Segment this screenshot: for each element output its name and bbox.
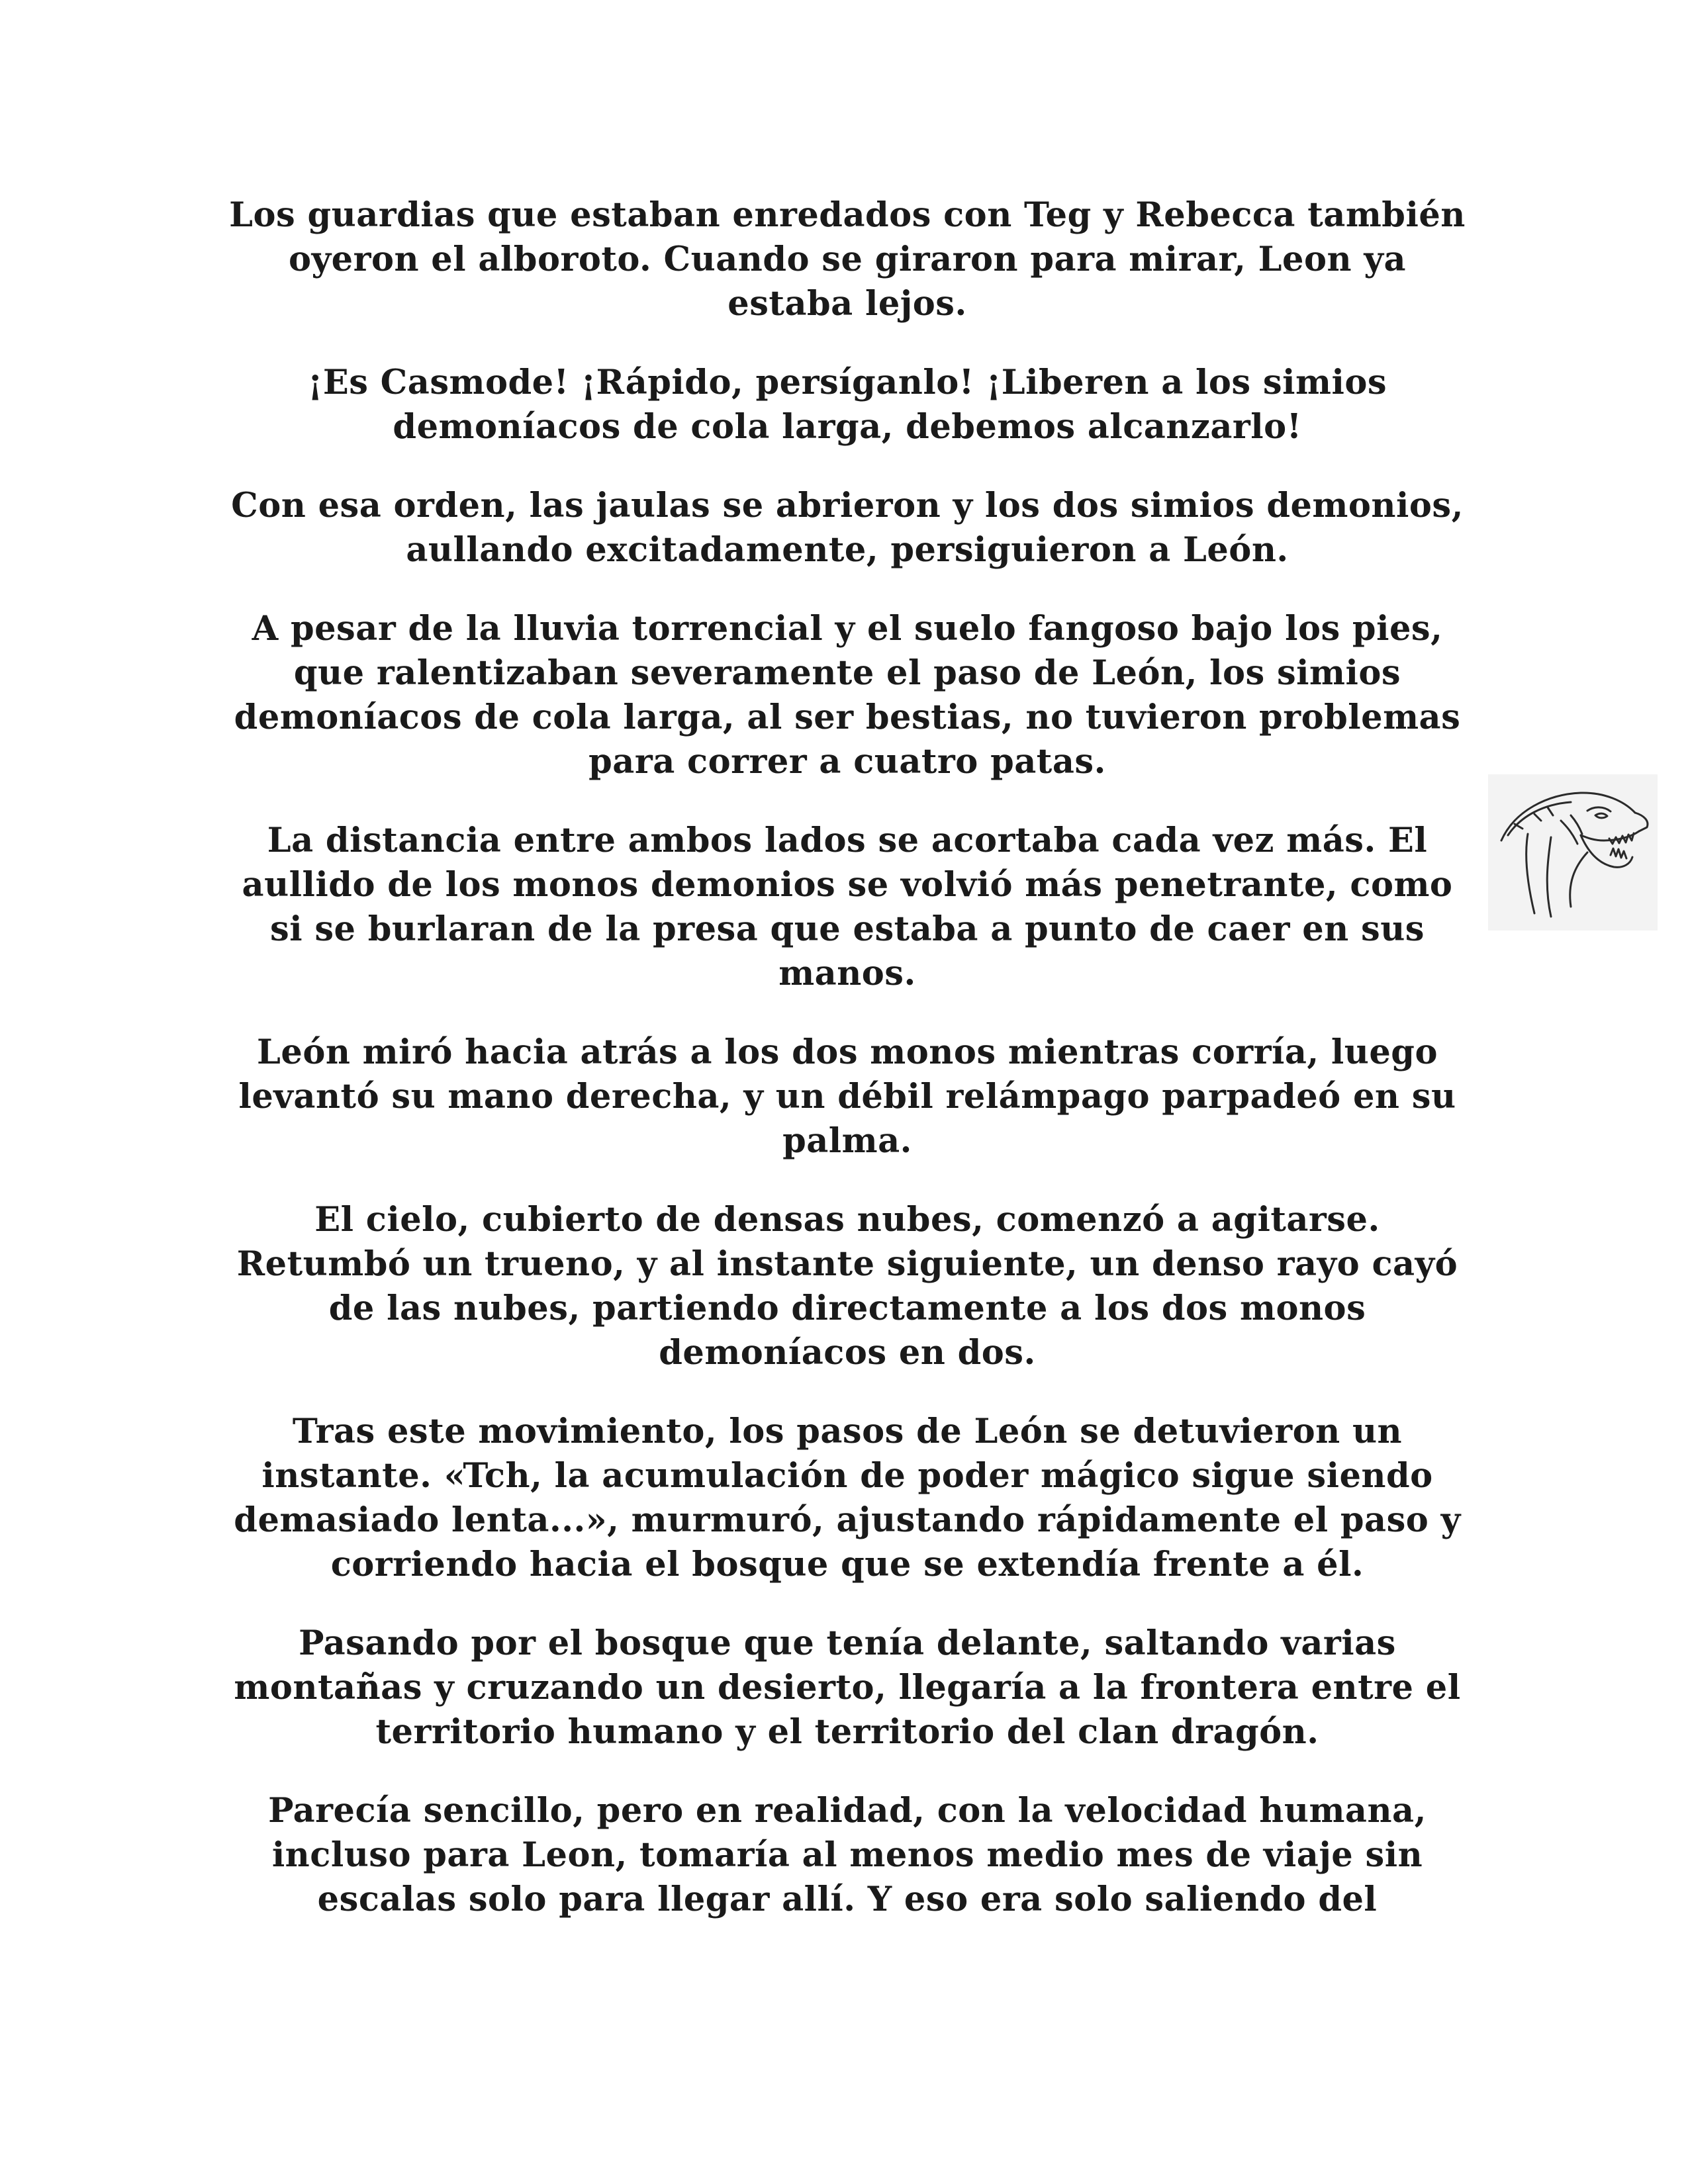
paragraph: ¡Es Casmode! ¡Rápido, persíganlo! ¡Liberen a los simios demoníacos de cola larga, debemos alcanzarlo! (307, 363, 1387, 447)
paragraph: Parecía sencillo, pero en realidad, con la velocidad humana, incluso para Leon, tomaría al menos medio mes de viaje sin escalas solo para llegar allí. Y eso era solo saliendo del (268, 1791, 1427, 1919)
paragraph: León miró hacia atrás a los dos monos mientras corría, luego levantó su mano derecha, y un débil relámpago parpadeó en su palma. (238, 1032, 1456, 1161)
paragraph: La distancia entre ambos lados se acortaba cada vez más. El aullido de los monos demonios se volvió más penetrante, como si se burlaran de la presa que estaba a punto de caer en sus manos. (242, 821, 1453, 993)
paragraph: Tras este movimiento, los pasos de León se detuvieron un instante. «Tch, la acumulación de poder mágico sigue siendo demasiado lenta...», murmuró, ajustando rápidamente el paso y corriendo hacia el bosque que se extendía frente a él. (234, 1412, 1461, 1584)
paragraph: Pasando por el bosque que tenía delante, saltando varias montañas y cruzando un desierto, llegaría a la frontera entre el territorio humano y el territorio del clan dragón. (234, 1623, 1461, 1752)
paragraph: A pesar de la lluvia torrencial y el suelo fangoso bajo los pies, que ralentizaban severamente el paso de León, los simios demoníacos de cola larga, al ser bestias, no tuvieron problemas para correr a cuatro patas. (234, 609, 1461, 782)
body-text (225, 193, 1470, 1956)
dragon-head-sketch-icon (1488, 774, 1658, 931)
paragraph: Los guardias que estaban enredados con Teg y Rebecca también oyeron el alboroto. Cuando se giraron para mirar, Leon ya estaba lejos. (229, 195, 1466, 324)
paragraph: El cielo, cubierto de densas nubes, comenzó a agitarse. Retumbó un trueno, y al instante siguiente, un denso rayo cayó de las nubes, partiendo directamente a los dos monos demoníacos en dos. (236, 1200, 1458, 1373)
paragraph: Con esa orden, las jaulas se abrieron y los dos simios demonios, aullando excitadamente, persiguieron a León. (231, 486, 1464, 570)
